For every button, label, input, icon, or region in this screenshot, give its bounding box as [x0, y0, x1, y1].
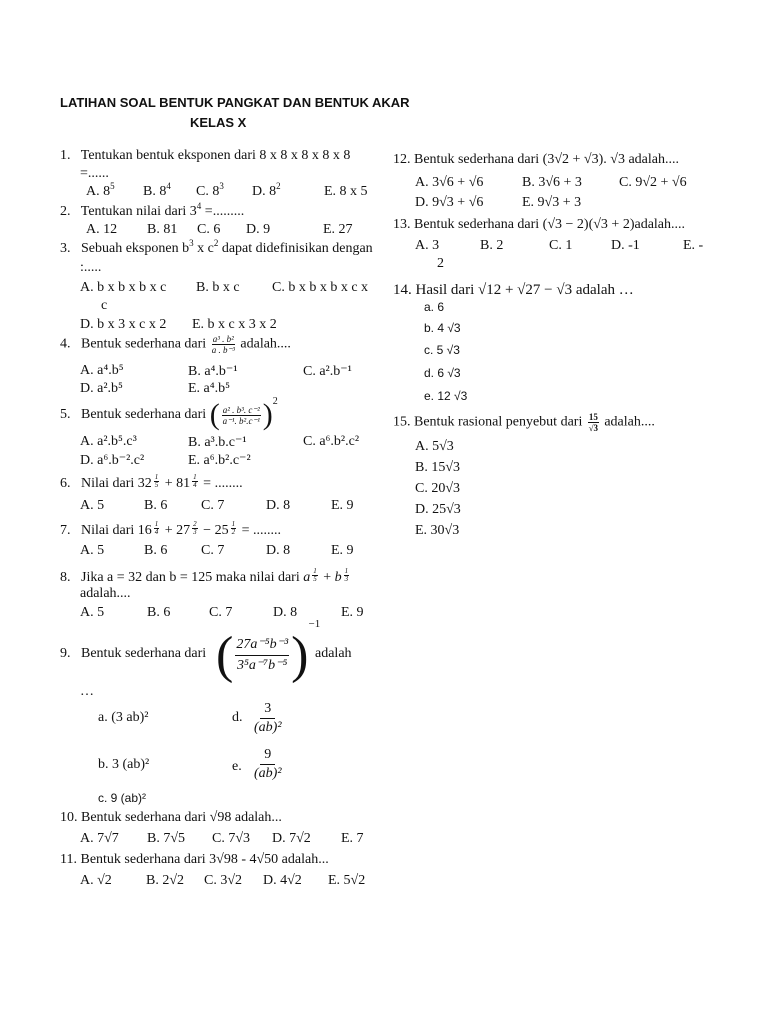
question-number: 4. [60, 336, 71, 352]
option: E. a⁴.b⁵ [188, 381, 231, 396]
question-number: 3. [60, 241, 71, 256]
question-number: 6. [60, 476, 71, 491]
option: E. 9 [331, 498, 354, 513]
option: E. b x c x 3 x 2 [192, 317, 277, 332]
option: C. 7 [209, 605, 233, 620]
option: C. 3√2 [204, 873, 243, 888]
option: c. 5 √3 [424, 343, 460, 357]
question-12: 12. Bentuk sederhana dari (3√2 + √3). √3 adalah.... [393, 152, 679, 167]
q9-expression: ( $\frac{\text{27a⁻⁵b⁻³}}{\text{3⁵a⁻⁷b⁻⁵}}$ )$^{-1}$ [216, 618, 321, 684]
option: a. (3 ab)² [98, 710, 149, 725]
option: C. 9√2 + √6 [619, 175, 687, 190]
option: C. $8^3$ [196, 181, 224, 199]
fraction: $\frac{\text{a³ . b²}}{\text{a . b⁻³}}$ [211, 334, 235, 355]
option: C. 7 [201, 543, 225, 558]
option: B. 6 [144, 498, 168, 513]
option: A. 12 [86, 222, 118, 237]
question-1 [60, 148, 350, 164]
option: B. 6 [144, 543, 168, 558]
question-number: 13. [393, 217, 411, 232]
option: C. 6 [197, 222, 221, 237]
question-number: 15. [393, 414, 411, 430]
option: B. b x c [196, 280, 240, 295]
question-number: 10. [60, 810, 78, 825]
question-5: 5. Bentuk sederhana dari ( $\frac{\text{a² . b³. c⁻²}}{\text{a⁻¹. b².c⁻¹}}$ )$^2$ [60, 396, 278, 431]
option: D. 8 [273, 605, 298, 620]
option: E. 9 [331, 543, 354, 558]
option: A. 5 [80, 543, 105, 558]
option-cont: 2 [437, 256, 444, 271]
question-11: 11. Bentuk sederhana dari 3√98 - 4√50 adalah... [60, 852, 329, 867]
option: A. 3 [415, 238, 440, 253]
option: C. b x b x b x c x [272, 280, 369, 295]
option: B. 3√6 + 3 [522, 175, 582, 190]
question-number: 8. [60, 570, 71, 585]
option: D. b x 3 x c x 2 [80, 317, 167, 332]
option: A. a⁴.b⁵ [80, 363, 124, 378]
option-label: e. [232, 759, 242, 774]
question-text: Tentukan bentuk eksponen dari 8 x 8 x 8 x 8 x 8 [80, 148, 351, 163]
option: C. 1 [549, 238, 573, 253]
question-10: 10. Bentuk sederhana dari √98 adalah... [60, 810, 282, 825]
option: E. 9 [341, 605, 364, 620]
option: C. 20√3 [415, 481, 461, 496]
question-8: 8. Jika a = 32 dan b = 125 maka nilai dari a $\frac{1}{5}$ + b $\frac{1}{3}$ [60, 567, 349, 585]
option: b. 4 √3 [424, 321, 461, 335]
option: E. 9√3 + 3 [522, 195, 582, 210]
question-number: 7. [60, 523, 71, 538]
page-title: LATIHAN SOAL BENTUK PANGKAT DAN BENTUK AKAR [60, 95, 410, 110]
option: A. 7√7 [80, 831, 119, 846]
question-4: 4. Bentuk sederhana dari $\frac{\text{a³ . b²}}{\text{a . b⁻³}}$ adalah.... [60, 334, 291, 355]
option-label: d. [232, 710, 243, 725]
option: d. 6 √3 [424, 366, 461, 380]
option: D. 4√2 [263, 873, 302, 888]
option: C. 7 [201, 498, 225, 513]
option: A. √2 [80, 873, 112, 888]
question-number: 2. [60, 204, 71, 219]
option: E. 27 [323, 222, 353, 237]
question-15: 15. Bentuk rasional penyebut dari $\frac{15}{√3}$ adalah.... [393, 412, 655, 433]
option: B. 2 [480, 238, 504, 253]
option: C. 7√3 [212, 831, 251, 846]
question-2: 2. Tentukan nilai dari $3^4$ =......... [60, 201, 245, 219]
question-number: 11. [60, 852, 77, 867]
question-7: 7. Nilai dari 16 $\frac{1}{4}$ + 27 $\frac{2}{3}$ − 25 $\frac{1}{2}$ = ........ [60, 520, 281, 538]
question-9-end: adalah [315, 646, 352, 661]
question-1-cont: =...... [80, 166, 109, 181]
option: D. 9 [246, 222, 271, 237]
option: A. b x b x b x c [80, 280, 167, 295]
option: E. 7 [341, 831, 364, 846]
option: B. 15√3 [415, 460, 461, 475]
option-cont: c [101, 298, 108, 313]
option: b. 3 (ab)² [98, 757, 150, 772]
option: B. $8^4$ [143, 181, 171, 199]
option: B. a³.b.c⁻¹ [188, 435, 247, 450]
option: D. 8 [266, 543, 291, 558]
option: A. $8^5$ [86, 181, 115, 199]
option: E. 30√3 [415, 523, 460, 538]
question-number: 5. [60, 407, 71, 423]
option: D. $8^2$ [252, 181, 281, 199]
option: A. 5 [80, 605, 105, 620]
option: e. 12 √3 [424, 389, 468, 403]
fraction: $\frac{\text{a² . b³. c⁻²}}{\text{a⁻¹. b².c⁻¹}}$ [222, 404, 260, 426]
question-number: 12. [393, 152, 411, 167]
option: A. 3√6 + √6 [415, 175, 484, 190]
option: D. -1 [611, 238, 640, 253]
option: E. a⁶.b².c⁻² [188, 453, 251, 468]
option-d-fraction: $\frac{3}{\text{(ab)²}}$ [254, 701, 282, 735]
option: A. 5√3 [415, 439, 454, 454]
question-9: 9. Bentuk sederhana dari [60, 646, 207, 661]
option: D. a⁶.b⁻².c² [80, 453, 145, 468]
option: D. 9√3 + √6 [415, 195, 484, 210]
option: B. 2√2 [146, 873, 185, 888]
option: E. - [683, 238, 704, 253]
option: D. a².b⁵ [80, 381, 123, 396]
option: C. a⁶.b².c² [303, 434, 360, 449]
option: D. 25√3 [415, 502, 461, 517]
question-13: 13. Bentuk sederhana dari (√3 − 2)(√3 + 2)adalah.... [393, 217, 686, 232]
option: B. a⁴.b⁻¹ [188, 364, 238, 379]
fraction: $\frac{\text{27a⁻⁵b⁻³}}{\text{3⁵a⁻⁷b⁻⁵}}$ [236, 637, 289, 674]
option: C. a².b⁻¹ [303, 364, 352, 379]
option: D. 7√2 [272, 831, 311, 846]
option: B. 7√5 [147, 831, 186, 846]
question-number: 1. [60, 148, 71, 163]
option: a. 6 [424, 300, 445, 314]
option: A. a².b⁵.c³ [80, 434, 137, 449]
option: E. 8 x 5 [324, 184, 368, 199]
option: A. 5 [80, 498, 105, 513]
option: c. 9 (ab)² [98, 791, 147, 805]
question-number: 9. [60, 646, 71, 661]
page-subtitle: KELAS X [190, 115, 247, 130]
question-8-cont: adalah.... [80, 586, 131, 601]
question-number: 14. [393, 282, 412, 298]
option: B. 81 [147, 222, 178, 237]
option: B. 6 [147, 605, 171, 620]
question-3: 3. Sebuah eksponen $b^3$ x $c^2$ dapat didefinisikan dengan [60, 238, 373, 256]
question-14: 14. Hasil dari √12 + √27 − √3 adalah … [393, 282, 634, 298]
option: E. 5√2 [328, 873, 366, 888]
option-e-fraction: $\frac{9}{\text{(ab)²}}$ [254, 747, 282, 781]
option: D. 8 [266, 498, 291, 513]
question-9-dots: … [80, 684, 94, 699]
question-6: 6. Nilai dari 32 $\frac{1}{5}$ + 81 $\frac{1}{4}$ = ........ [60, 473, 243, 491]
question-3-cont: :..... [80, 260, 102, 275]
